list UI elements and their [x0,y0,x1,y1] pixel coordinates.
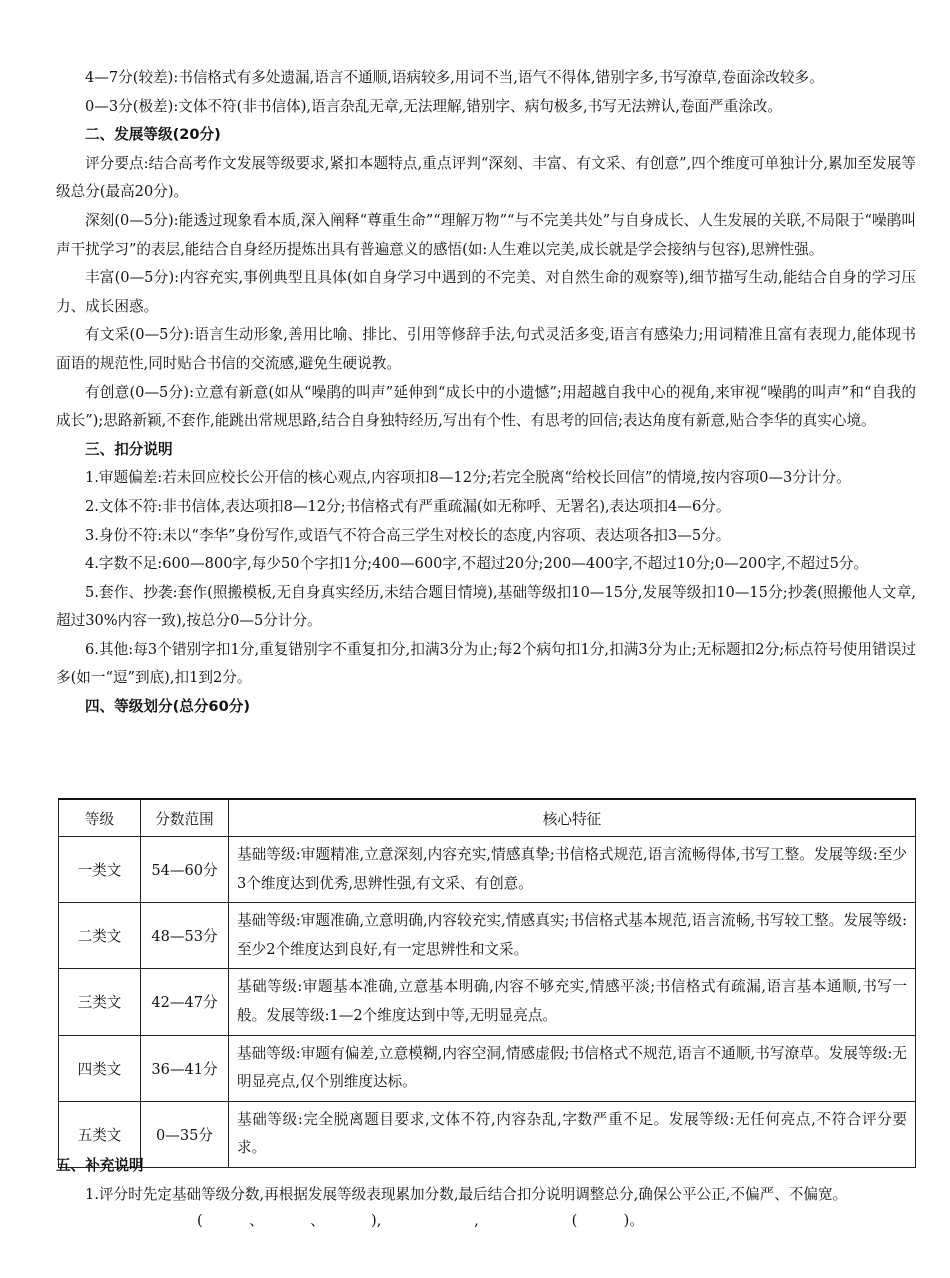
grade-cell: 四类文 [59,1035,141,1101]
supplement-item: 1.评分时先定基础等级分数,再根据发展等级表现累加分数,最后结合扣分说明调整总分,确保公平公正,不偏严、不偏宽。 [85,1185,848,1203]
table-row [59,837,916,903]
grade-poor-line: 4—7分(较差):书信格式有多处遗漏,语言不通顺,语病较多,用词不当,语气不得体,错别字多,书写潦草,卷面涂改较多。 [85,69,824,86]
range-cell: 54—60分 [141,837,229,903]
grade-cell: 一类文 [59,837,141,903]
grade-very-poor-line: 0—3分(极差):文体不符(非书信体),语言杂乱无章,无法理解,错别字、病句极多,书写无法辨认,卷面严重涂改。 [85,97,782,115]
section-4-heading: 四、等级划分(总分60分) [85,698,250,716]
section-2-paragraph: 有创意(0—5分):立意有新意(如从“噪鹃的叫声”延伸到“成长中的小遗憾”;用超越自我中心的视角,来审视“噪鹃的叫声”和“自我的成长”);思路新颖,不套作,能跳出常规思路,结合自身独特经历,写出有个性、有思考的回信;表达角度有新意,贴合李华的真实心境。 [56,383,916,430]
grade-column-header: 等级 [59,799,141,837]
feature-cell: 基础等级:审题有偏差,立意模糊,内容空洞,情感虚假;书信格式不规范,语言不通顺,书写潦草。发展等级:无明显亮点,仅个别维度达标。 [229,1035,916,1101]
range-cell: 36—41分 [141,1035,229,1101]
table-row [59,903,916,969]
section-5-heading: 五、补充说明 [56,1157,144,1174]
feature-cell: 基础等级:审题精准,立意深刻,内容充实,情感真挚;书信格式规范,语言流畅得体,书写工整。发展等级:至少3个维度达到优秀,思辨性强,有文采、有创意。 [229,837,916,903]
range-cell: 0—35分 [141,1101,229,1167]
section-2-paragraph: 丰富(0—5分):内容充实,事例典型且具体(如自身学习中遇到的不完美、对自然生命的观察等),细节描写生动,能结合自身的学习压力、成长困惑。 [56,269,916,315]
feature-cell: 基础等级:审题基本准确,立意基本明确,内容不够充实,情感平淡;书信格式有疏漏,语言基本通顺,书写一般。发展等级:1—2个维度达到中等,无明显亮点。 [229,969,916,1035]
range-cell: 48—53分 [141,903,229,969]
grade-cell: 五类文 [59,1101,141,1167]
deduction-item: 3.身份不符:未以“李华”身份写作,或语气不符合高三学生对校长的态度,内容项、表达项各扣3—5分。 [85,526,731,544]
table-row [59,969,916,1035]
feature-column-header: 核心特征 [229,799,916,837]
grade-cell: 二类文 [59,903,141,969]
range-column-header: 分数范围 [141,799,229,837]
section-2-heading: 二、发展等级(20分) [85,126,221,144]
deduction-item: 1.审题偏差:若未回应校长公开信的核心观点,内容项扣8—12分;若完全脱离“给校长回信”的情境,按内容项0—3分计分。 [85,469,851,487]
supplement-section [56,1152,916,1209]
section-3-heading: 三、扣分说明 [85,440,173,458]
fill-in-blank-line: ( 、 、 ), , ( )。 [197,1212,644,1229]
table-row [59,1035,916,1101]
grade-cell: 三类文 [59,969,141,1035]
feature-cell: 基础等级:审题准确,立意明确,内容较充实,情感真实;书信格式基本规范,语言流畅,书写较工整。发展等级:至少2个维度达到良好,有一定思辨性和文采。 [229,903,916,969]
section-2-paragraph: 深刻(0—5分):能透过现象看本质,深入阐释“尊重生命”“理解万物”“与不完美共处”与自身成长、人生发展的关联,不局限于“噪鹃叫声干扰学习”的表层,能结合自身经历提炼出具有普遍意义的感悟(如:人生难以完美,成长就是学会接纳与包容),思辨性强。 [56,211,916,258]
grade-table-header-row [59,799,916,837]
section-2-paragraph: 有文采(0—5分):语言生动形象,善用比喻、排比、引用等修辞手法,句式灵活多变,语言有感染力;用词精准且富有表现力,能体现书面语的规范性,同时贴合书信的交流感,避免生硬说教。 [56,326,916,372]
deduction-item: 2.文体不符:非书信体,表达项扣8—12分;书信格式有严重疏漏(如无称呼、无署名),表达项扣4—6分。 [85,497,731,515]
deduction-item: 6.其他:每3个错别字扣1分,重复错别字不重复扣分,扣满3分为止;每2个病句扣1分,扣满3分为止;无标题扣2分;标点符号使用错误过多(如一“逗”到底),扣1到2分。 [56,640,916,687]
deduction-item: 4.字数不足:600—800字,每少50个字扣1分;400—600字,不超过20分;200—400字,不超过10分;0—200字,不超过5分。 [85,555,869,573]
feature-cell: 基础等级:完全脱离题目要求,文体不符,内容杂乱,字数严重不足。发展等级:无任何亮点,不符合评分要求。 [229,1101,916,1167]
grade-table [58,798,916,1168]
range-cell: 42—47分 [141,969,229,1035]
section-2-paragraph: 评分要点:结合高考作文发展等级要求,紧扣本题特点,重点评判“深刻、丰富、有文采、有创意”,四个维度可单独计分,累加至发展等级总分(最高20分)。 [56,154,916,201]
deduction-item: 5.套作、抄袭:套作(照搬模板,无自身真实经历,未结合题目情境),基础等级扣10—15分,发展等级扣10—15分;抄袭(照搬他人文章,超过30%内容一致),按总分0—5分计分。 [56,583,916,630]
rubric-page [56,64,916,722]
